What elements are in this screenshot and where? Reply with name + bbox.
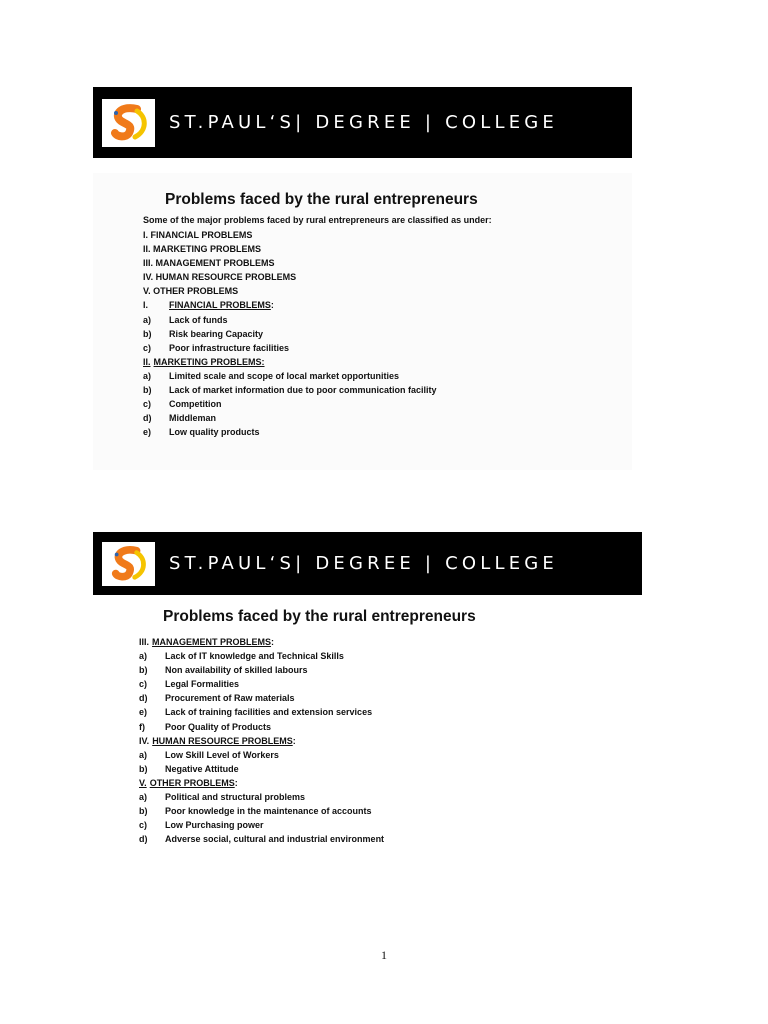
college-name: ST.PAUL‘S| DEGREE | COLLEGE	[169, 112, 558, 133]
section-marker: I.	[143, 300, 149, 311]
item-marker: d)	[139, 834, 148, 845]
category-item: IV. HUMAN RESOURCE PROBLEMS	[143, 272, 297, 283]
college-banner	[93, 87, 632, 158]
list-item	[143, 397, 632, 411]
item-marker: b)	[143, 385, 152, 396]
section-colon: :	[271, 637, 275, 647]
item-marker: b)	[143, 328, 152, 339]
college-s-logo-icon	[107, 545, 151, 583]
page-number: 1	[381, 948, 387, 962]
category-item: II. MARKETING PROBLEMS	[143, 244, 262, 255]
category-list	[143, 228, 632, 298]
list-item	[139, 748, 642, 762]
item-text: Lack of funds	[169, 314, 228, 325]
category-item: III. MANAGEMENT PROBLEMS	[143, 258, 275, 269]
section-title: FINANCIAL PROBLEMS	[169, 300, 271, 311]
item-marker: f)	[139, 721, 145, 732]
list-item	[143, 341, 632, 355]
item-text: Procurement of Raw materials	[165, 693, 295, 704]
list-item	[139, 677, 642, 691]
item-text: Low Skill Level of Workers	[165, 749, 279, 760]
item-marker: a)	[139, 651, 148, 662]
slide-title: Problems faced by the rural entrepreneurs	[163, 608, 476, 625]
item-marker: e)	[143, 427, 152, 438]
slide-2-content	[93, 608, 642, 846]
section-title: OTHER PROBLEMS	[149, 777, 235, 788]
item-text: Limited scale and scope of local market opportunities	[169, 370, 400, 381]
item-text: Low quality products	[169, 427, 260, 438]
item-text: Competition	[169, 399, 222, 410]
section-title: HUMAN RESOURCE PROBLEMS	[152, 735, 293, 746]
section-heading-other	[139, 776, 642, 790]
item-text: Adverse social, cultural and industrial environment	[165, 834, 385, 845]
item-text: Risk bearing Capacity	[169, 328, 264, 339]
list-item	[139, 790, 642, 804]
list-item	[139, 832, 642, 846]
list-item	[139, 818, 642, 832]
section-marker: V.	[139, 777, 147, 788]
list-item	[143, 327, 632, 341]
item-text: Lack of market information due to poor communication facility	[169, 385, 437, 396]
item-marker: c)	[143, 399, 152, 410]
college-banner	[93, 532, 642, 595]
college-logo	[102, 542, 155, 586]
item-marker: d)	[143, 413, 152, 424]
section-title: MARKETING PROBLEMS:	[153, 356, 265, 367]
college-s-logo-icon	[107, 103, 151, 143]
item-text: Poor knowledge in the maintenance of accounts	[165, 806, 372, 817]
slide-2	[93, 532, 642, 846]
list-item	[139, 762, 642, 776]
item-marker: c)	[139, 679, 148, 690]
item-text: Middleman	[169, 413, 217, 424]
section-heading-human-resource	[139, 734, 642, 748]
item-marker: e)	[139, 707, 148, 718]
section-heading-financial	[143, 298, 632, 312]
list-item	[139, 649, 642, 663]
list-item	[139, 663, 642, 677]
college-name: ST.PAUL‘S| DEGREE | COLLEGE	[169, 553, 558, 574]
item-marker: a)	[139, 749, 148, 760]
section-colon: :	[270, 300, 274, 311]
list-item	[143, 383, 632, 397]
intro-text: Some of the major problems faced by rural entrepreneurs are classified as under:	[143, 215, 492, 225]
list-item	[139, 804, 642, 818]
item-marker: a)	[143, 370, 152, 381]
list-item	[143, 369, 632, 383]
item-marker: d)	[139, 693, 148, 704]
item-marker: c)	[139, 820, 148, 831]
item-marker: a)	[139, 792, 148, 803]
list-item	[143, 425, 632, 439]
section-marker: III.	[139, 637, 150, 647]
category-item: I. FINANCIAL PROBLEMS	[143, 230, 253, 240]
item-text: Political and structural problems	[165, 792, 306, 803]
section-heading-marketing	[143, 355, 632, 369]
section-heading-management	[139, 635, 642, 649]
section-marker: IV.	[139, 735, 150, 746]
item-marker: b)	[139, 763, 148, 774]
college-logo	[102, 99, 155, 147]
item-text: Lack of training facilities and extension services	[165, 707, 373, 718]
category-item: V. OTHER PROBLEMS	[143, 286, 239, 297]
item-marker: a)	[143, 314, 152, 325]
list-item	[139, 720, 642, 734]
section-colon: :	[234, 777, 238, 788]
section-marker: II.	[143, 356, 151, 367]
section-title: MANAGEMENT PROBLEMS	[152, 637, 272, 647]
item-text: Poor Quality of Products	[165, 721, 272, 732]
slide-1	[93, 87, 632, 470]
item-marker: c)	[143, 342, 152, 353]
section-colon: :	[292, 735, 296, 746]
item-text: Negative Attitude	[165, 763, 239, 774]
item-text: Low Purchasing power	[165, 820, 264, 831]
item-text: Poor infrastructure facilities	[169, 342, 290, 353]
item-marker: b)	[139, 665, 148, 676]
list-item	[139, 691, 642, 705]
slide-1-content	[93, 173, 632, 470]
item-text: Lack of IT knowledge and Technical Skills	[165, 651, 344, 662]
item-text: Non availability of skilled labours	[165, 665, 308, 676]
item-marker: b)	[139, 806, 148, 817]
slide-title: Problems faced by the rural entrepreneurs	[165, 191, 478, 208]
item-text: Legal Formalities	[165, 679, 240, 690]
list-item	[139, 705, 642, 719]
list-item	[143, 313, 632, 327]
list-item	[143, 411, 632, 425]
